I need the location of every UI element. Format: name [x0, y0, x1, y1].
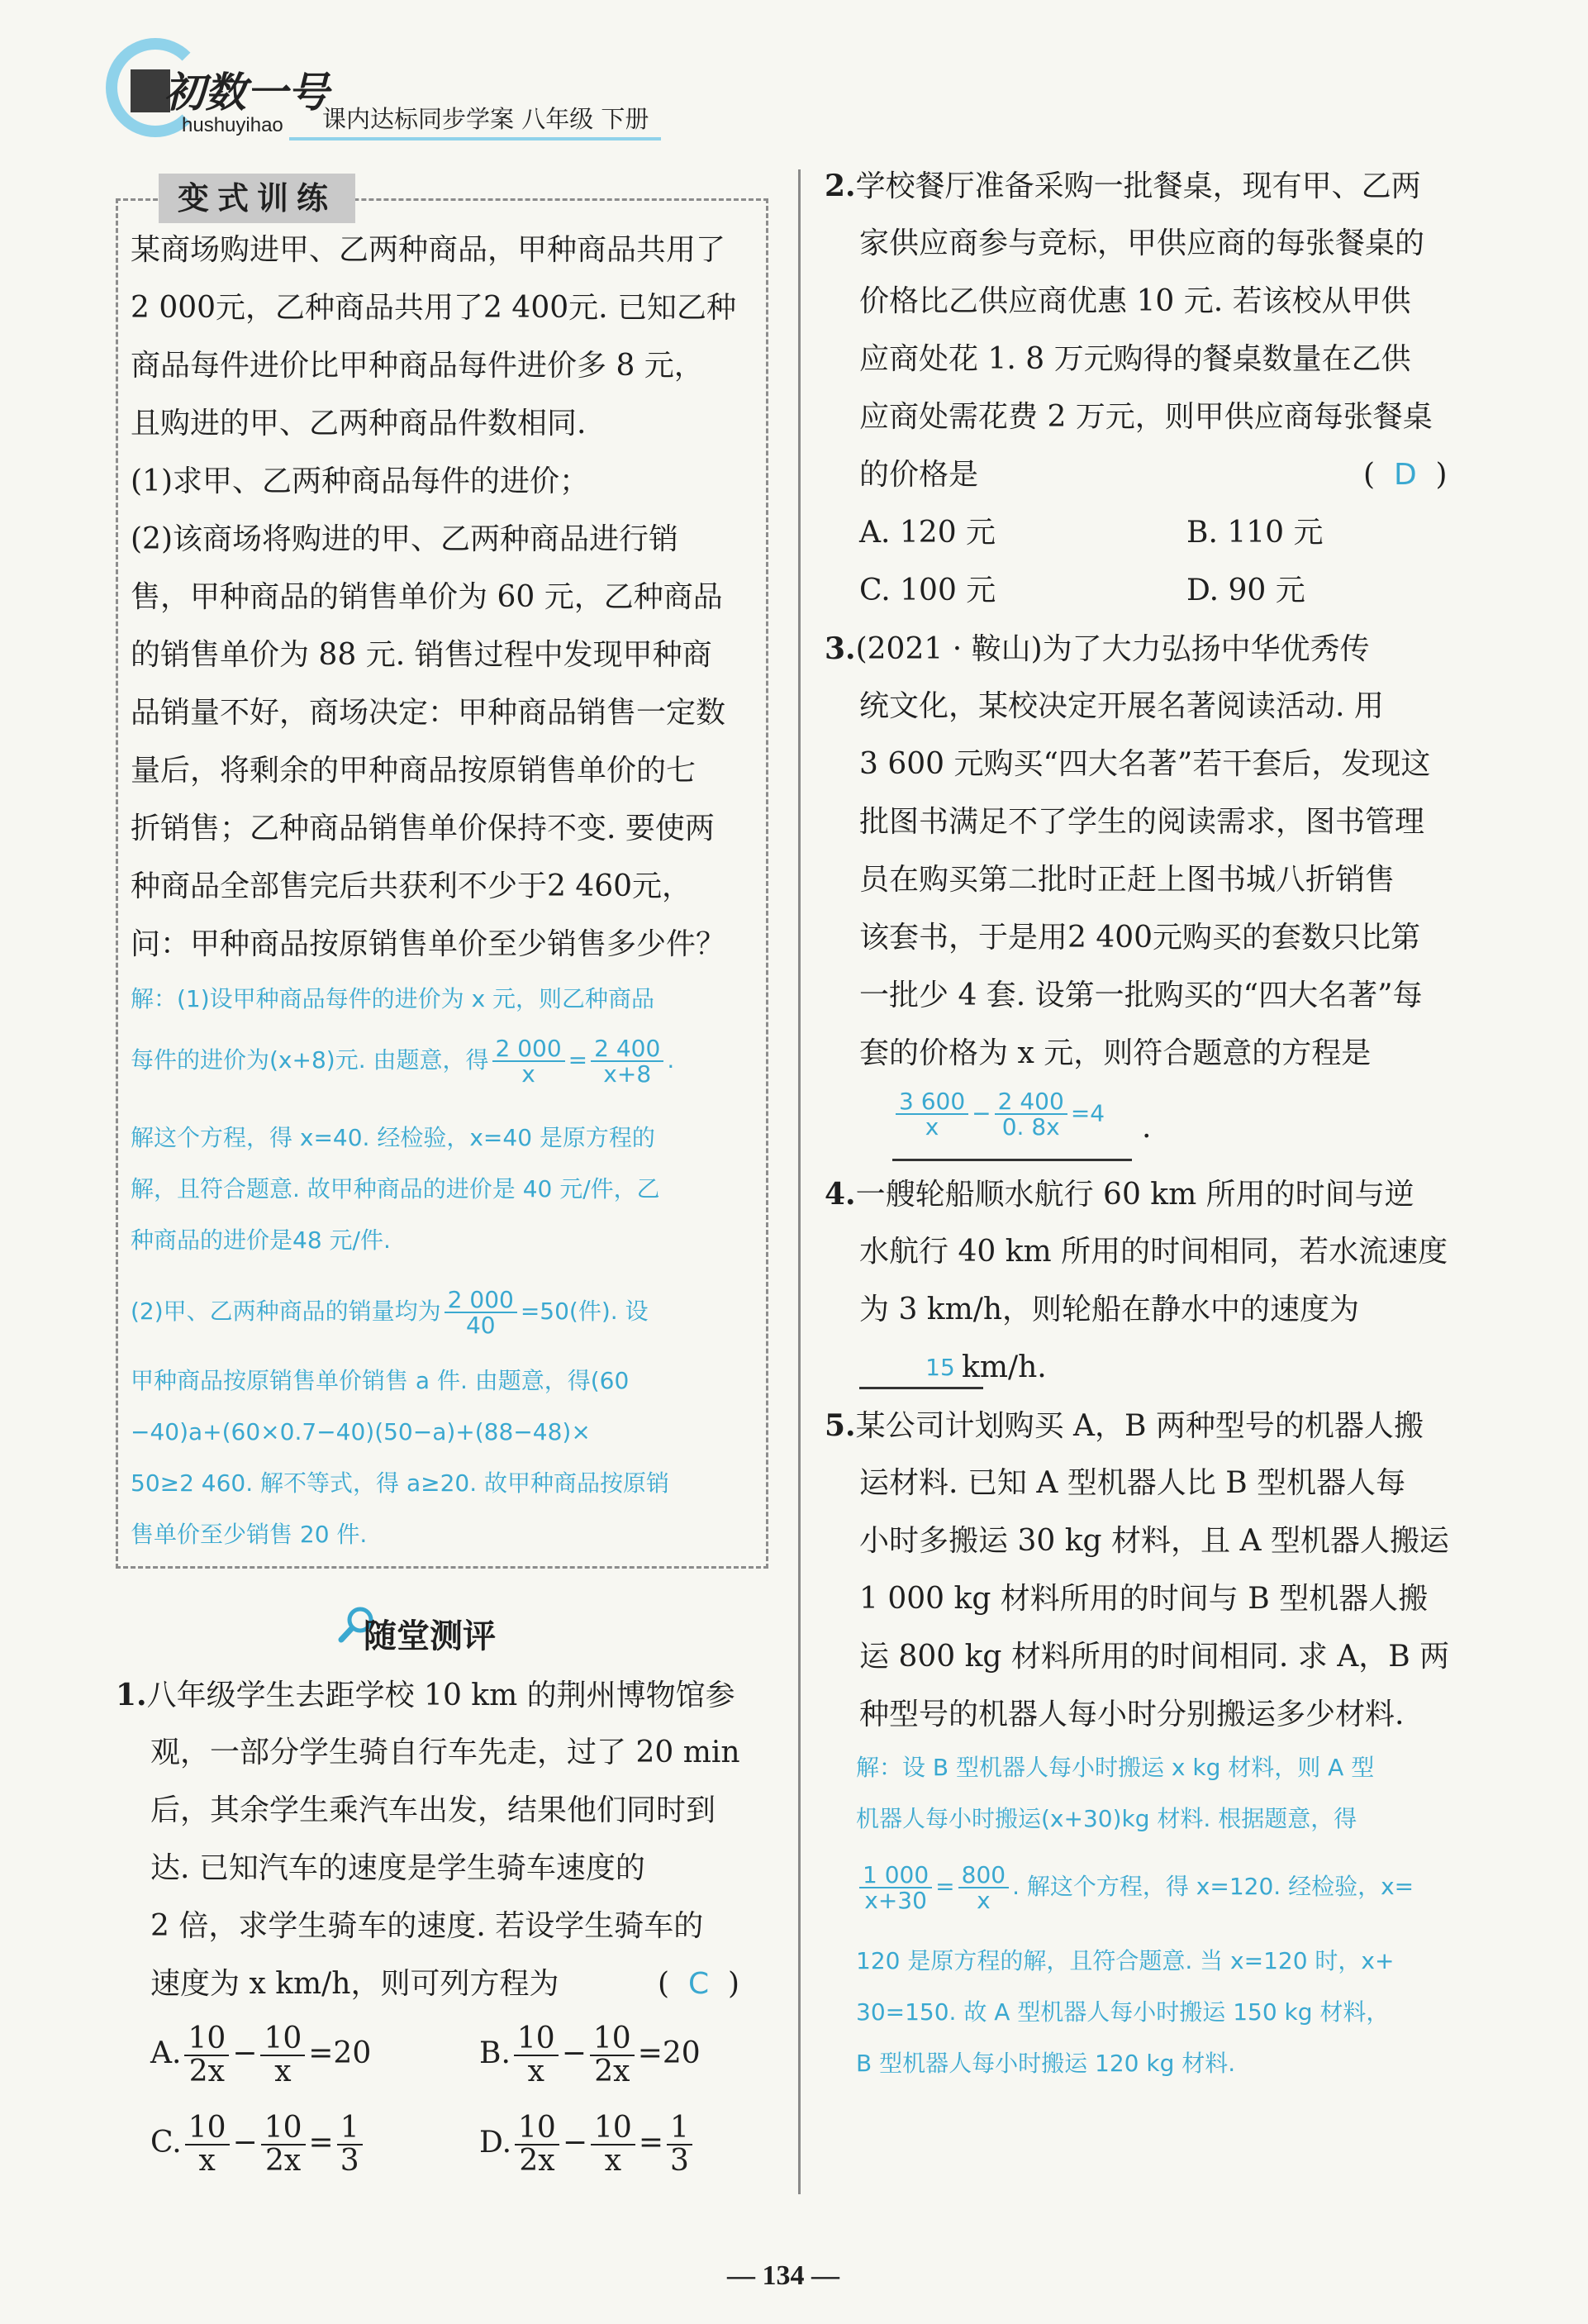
variant-answer-line: 50≥2 460. 解不等式，得 a≥20. 故甲种商品按原销 [131, 1469, 669, 1497]
variant-answer-line: 甲种商品按原销售单价销售 a 件. 由题意，得(60 [131, 1367, 630, 1394]
variant-line: 问：甲种商品按原销售单价至少销售多少件？ [131, 927, 726, 961]
q2-line: 2.学校餐厅准备采购一批餐桌，现有甲、乙两 [825, 169, 1421, 203]
q1-line: 1.八年级学生去距学校 10 km 的荆州博物馆参 [116, 1678, 735, 1712]
q1-line: 2 倍，求学生骑车的速度. 若设学生骑车的 [150, 1909, 704, 1943]
variant-line: 商品每件进价比甲种商品每件进价多 8 元， [131, 349, 704, 383]
q3-line: 3 600 元购买“四大名著”若干套后，发现这 [859, 747, 1431, 781]
q3-answer: $\frac{3 600}{x}$ − $\frac{2 400}{0. 8x}$ =4 [892, 1089, 1105, 1140]
q5-line: 小时多搬运 30 kg 材料，且 A 型机器人搬运 [859, 1524, 1449, 1558]
q5-answer-line: 120 是原方程的解，且符合题意. 当 x=120 时，x+ [856, 1947, 1395, 1974]
q2-option-b: B. 110 元 [1186, 516, 1324, 550]
q3-line: 套的价格为 x 元，则符合题意的方程是 [859, 1036, 1372, 1070]
variant-line: (1)求甲、乙两种商品每件的进价； [131, 464, 589, 498]
q3-line: 3.(2021 · 鞍山)为了大力弘扬中华优秀传 [825, 631, 1370, 666]
q3-line: 该套书，于是用2 400元购买的套数只比第 [859, 921, 1421, 955]
q1-line: 后，其余学生乘汽车出发，结果他们同时到 [150, 1793, 716, 1827]
q2-line: 价格比乙供应商优惠 10 元. 若该校从甲供 [859, 284, 1411, 318]
q5-answer-line: 30=150. 故 A 型机器人每小时搬运 150 kg 材料， [856, 1998, 1390, 2026]
q5-answer-line: 机器人每小时搬运(x+30)kg 材料. 根据题意，得 [856, 1805, 1357, 1832]
logo-pinyin: hushuyihao [182, 114, 283, 136]
q3-answer-underline [892, 1159, 1132, 1161]
variant-line: 某商场购进甲、乙两种商品，甲种商品共用了 [131, 233, 726, 267]
q2-option-d: D. 90 元 [1186, 574, 1305, 607]
q5-line: 运材料. 已知 A 型机器人比 B 型机器人每 [859, 1466, 1406, 1500]
q2-line: 的价格是 [859, 458, 979, 492]
q1-option-a: A. $\frac{10}{2x}$ − $\frac{10}{x}$ =20 [150, 2022, 372, 2088]
variant-answer-line: 解这个方程，得 x=40. 经检验，x=40 是原方程的 [131, 1124, 655, 1151]
q5-answer-line: 解：设 B 型机器人每小时搬运 x kg 材料，则 A 型 [856, 1754, 1375, 1781]
q5-answer-line: $\frac{1 000}{x+30}$ = $\frac{800}{x}$ . 解这个方程，得 x=120. 经检验，x= [856, 1861, 1414, 1912]
variant-line: 量后，将剩余的甲种商品按原销售单价的七 [131, 754, 697, 788]
q2-answer-bracket: ( D ) [1363, 458, 1448, 492]
q5-line: 1 000 kg 材料所用的时间与 B 型机器人搬 [859, 1582, 1429, 1616]
header-rule [289, 137, 661, 140]
column-divider [798, 169, 801, 2194]
q5-answer-line: B 型机器人每小时搬运 120 kg 材料. [856, 2050, 1236, 2077]
variant-line: 且购进的甲、乙两种商品件数相同. [131, 407, 587, 441]
q5-line: 种型号的机器人每小时分别搬运多少材料. [859, 1698, 1405, 1731]
variant-line: (2)该商场将购进的甲、乙两种商品进行销 [131, 522, 678, 556]
q2-line: 家供应商参与竞标，甲供应商的每张餐桌的 [859, 226, 1425, 260]
q2-option-c: C. 100 元 [859, 574, 996, 607]
q4-line: 水航行 40 km 所用的时间相同，若水流速度 [859, 1235, 1448, 1269]
q1-line: 观，一部分学生骑自行车先走，过了 20 min [150, 1736, 740, 1769]
variant-line: 品销量不好，商场决定：甲种商品销售一定数 [131, 696, 726, 730]
logo-title: 初数一号 [164, 69, 329, 117]
variant-answer-line: 售单价至少销售 20 件. [131, 1521, 368, 1548]
q3-line: 一批少 4 套. 设第一批购买的“四大名著”每 [859, 979, 1423, 1012]
variant-line: 种商品全部售完后共获利不少于2 460元， [131, 869, 692, 903]
q1-line: 达. 已知汽车的速度是学生骑车速度的 [150, 1851, 645, 1885]
q1-option-b: B. $\frac{10}{x}$ − $\frac{10}{2x}$ =20 [479, 2022, 701, 2088]
q1-answer-bracket: ( C ) [658, 1967, 740, 2001]
header-subtitle: 课内达标同步学案 八年级 下册 [322, 105, 649, 133]
q2-line: 应商处需花费 2 万元，则甲供应商每张餐桌 [859, 400, 1433, 434]
q2-option-a: A. 120 元 [859, 516, 996, 550]
section-title: 随堂测评 [364, 1617, 496, 1655]
variant-answer-line: (2)甲、乙两种商品的销量均为 $\frac{2 000}{40}$ =50(件). 设 [131, 1285, 649, 1339]
q2-line: 应商处花 1. 8 万元购得的餐桌数量在乙供 [859, 342, 1411, 376]
q3-line: 批图书满足不了学生的阅读需求，图书管理 [859, 805, 1425, 839]
variant-line: 折销售；乙种商品销售单价保持不变. 要使两 [131, 812, 715, 845]
q1-option-d: D. $\frac{10}{2x}$ − $\frac{10}{x}$ = $\frac{1}{3}$ [479, 2112, 696, 2177]
q1-line: 速度为 x km/h，则可列方程为 [150, 1967, 559, 2001]
q3-line: 员在购买第二批时正赶上图书城八折销售 [859, 863, 1395, 897]
q4-line: 4.一艘轮船顺水航行 60 km 所用的时间与逆 [825, 1177, 1414, 1212]
q4-answer: 15 [925, 1354, 955, 1381]
q5-line: 5.某公司计划购买 A，B 两种型号的机器人搬 [825, 1408, 1424, 1443]
variant-line: 2 000元，乙种商品共用了2 400元. 已知乙种 [131, 291, 737, 325]
q5-line: 运 800 kg 材料所用的时间相同. 求 A，B 两 [859, 1640, 1450, 1674]
variant-answer-line: 解：(1)设甲种商品每件的进价为 x 元，则乙种商品 [131, 985, 655, 1012]
variant-answer-line: 种商品的进价是48 元/件. [131, 1226, 391, 1254]
q4-line: 为 3 km/h，则轮船在静水中的速度为 [859, 1293, 1360, 1326]
q3-end: . [1142, 1111, 1152, 1145]
variant-answer-line: 解，且符合题意. 故甲种商品的进价是 40 元/件，乙 [131, 1175, 660, 1202]
variant-line: 的销售单价为 88 元. 销售过程中发现甲种商 [131, 638, 712, 672]
q1-option-c: C. $\frac{10}{x}$ − $\frac{10}{2x}$ = $\frac{1}{3}$ [150, 2112, 366, 2177]
variant-answer-line: −40)a+(60×0.7−40)(50−a)+(88−48)× [131, 1418, 591, 1445]
variant-answer-line: 每件的进价为(x+8)元. 由题意，得 $\frac{2 000}{x}$ = $\frac{2 400}{x+8}$ . [131, 1034, 675, 1088]
q4-unit: km/h. [962, 1350, 1047, 1384]
variant-line: 售，甲种商品的销售单价为 60 元，乙种商品 [131, 580, 723, 614]
variant-training-title: 变式训练 [159, 174, 355, 223]
page-number: — 134 — [727, 2260, 839, 2291]
q3-line: 统文化，某校决定开展名著阅读活动. 用 [859, 689, 1384, 723]
